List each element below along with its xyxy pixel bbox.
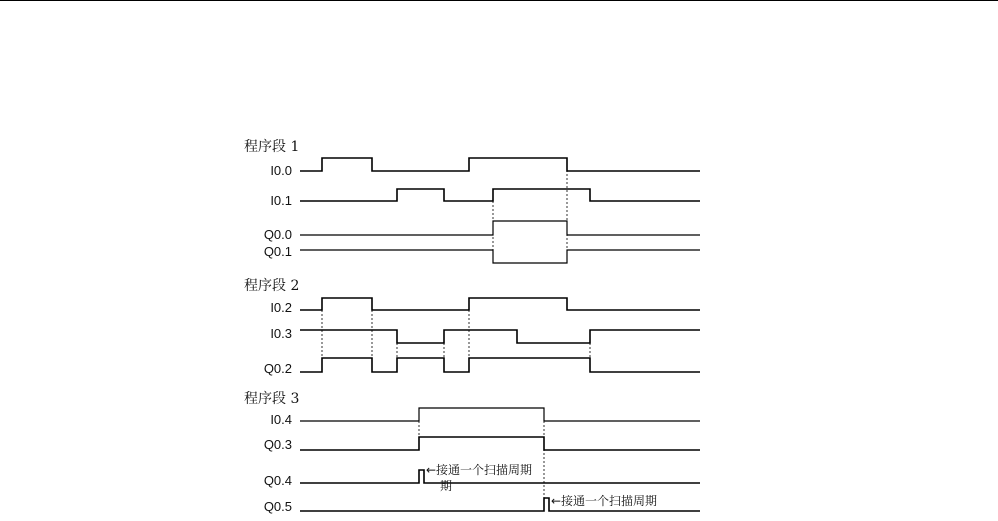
annotation-q0-4-wrap: 期: [440, 479, 453, 493]
signal-label-q0-4: Q0.4: [263, 473, 292, 488]
waveform-q0-1: [300, 250, 700, 263]
segment-3-title: 程序段 3: [244, 391, 300, 407]
signal-label-i0-4: I0.4: [270, 412, 292, 427]
waveform-i0-4: [300, 408, 700, 421]
annotation-q0-5: ←接通一个扫描周期: [551, 494, 658, 508]
signal-label-q0-5: Q0.5: [263, 499, 292, 514]
waveform-i0-1: [300, 189, 700, 201]
annotation-q0-4: ←接通一个扫描周期: [426, 463, 533, 477]
signal-label-i0-1: I0.1: [270, 193, 292, 208]
waveform-i0-3: [300, 330, 700, 343]
signal-label-i0-0: I0.0: [270, 163, 292, 178]
signal-label-q0-3: Q0.3: [263, 437, 292, 452]
segment-1-title: 程序段 1: [244, 139, 300, 155]
waveform-q0-3: [300, 437, 700, 450]
waveform-i0-2: [300, 298, 700, 310]
waveform-q0-0: [300, 221, 700, 235]
signal-label-i0-3: I0.3: [270, 326, 292, 341]
signal-label-q0-1: Q0.1: [263, 244, 292, 259]
signal-label-q0-0: Q0.0: [263, 227, 292, 242]
signal-label-q0-2: Q0.2: [263, 361, 292, 376]
segment-2-title: 程序段 2: [244, 278, 300, 294]
waveform-i0-0: [300, 158, 700, 171]
signal-label-i0-2: I0.2: [270, 300, 292, 315]
waveform-q0-2: [300, 358, 700, 372]
